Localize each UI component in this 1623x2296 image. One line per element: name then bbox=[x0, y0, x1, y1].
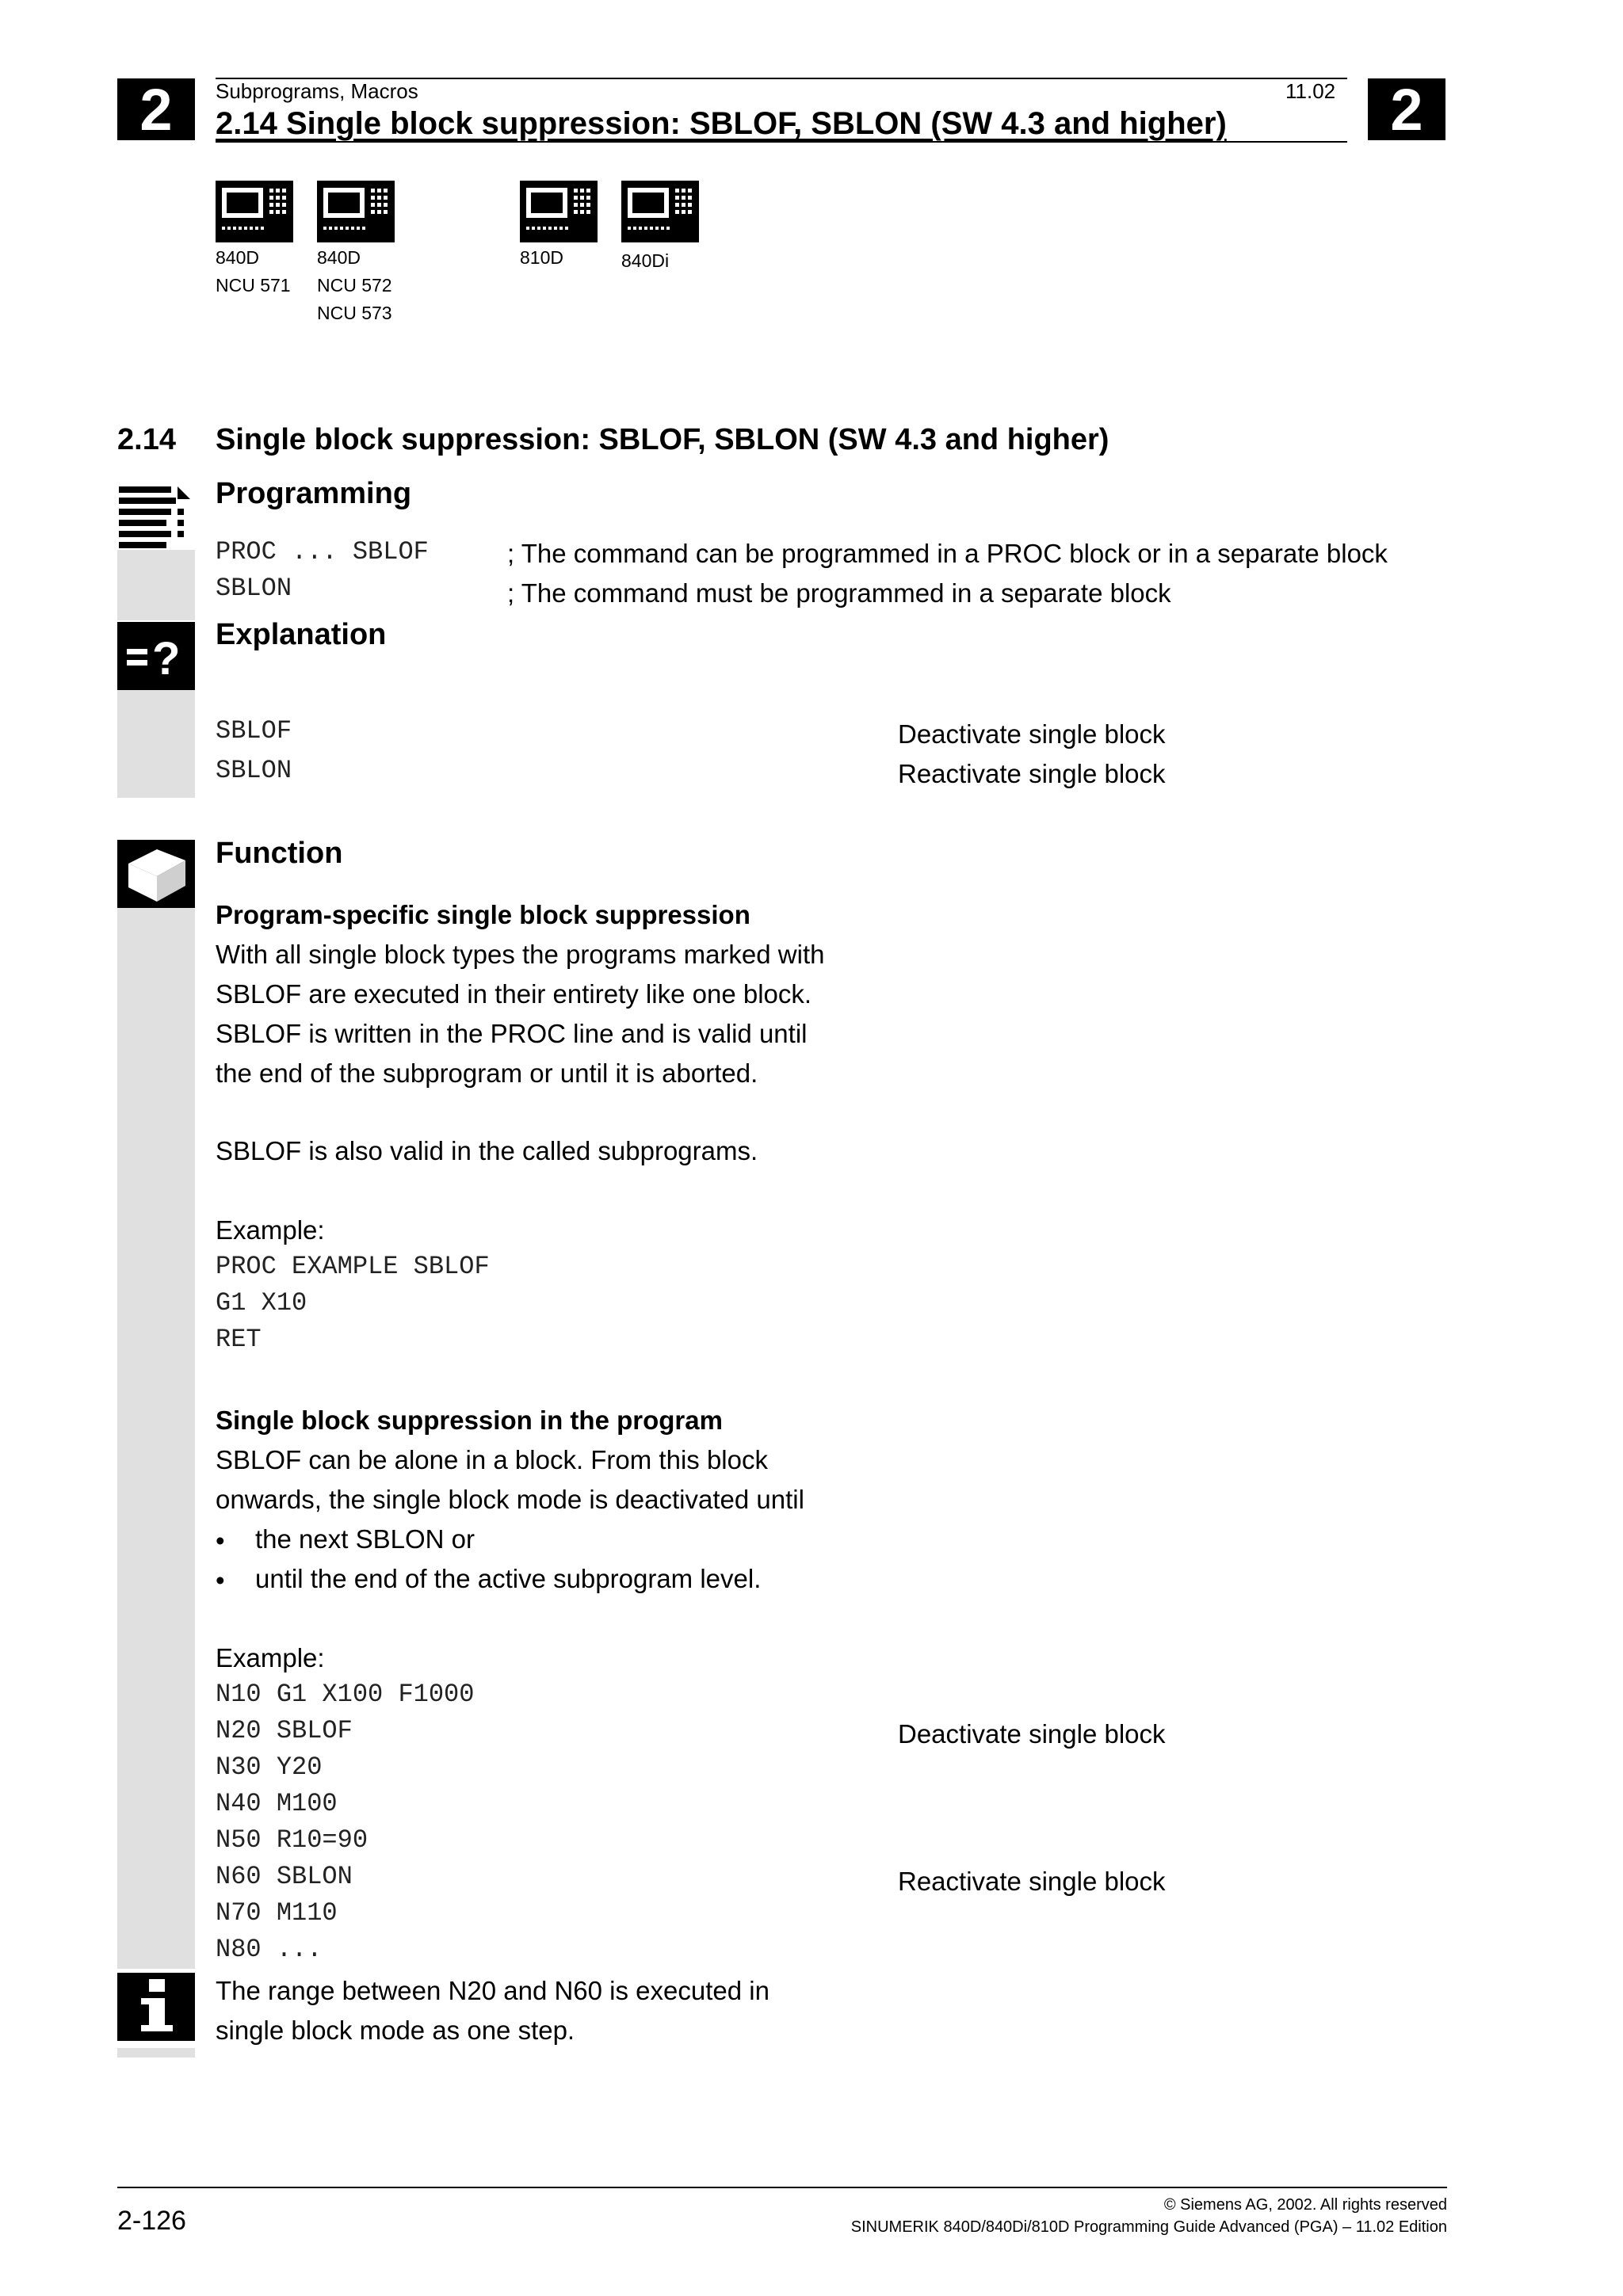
footer-rule bbox=[117, 2187, 1447, 2188]
function-paragraph: SBLOF can be alone in a block. From this block onwards, the single block mode is deactivated until bbox=[216, 1445, 804, 1514]
footer-copyright: © Siemens AG, 2002. All rights reserved bbox=[1163, 2196, 1447, 2214]
running-title: Subprograms, Macros bbox=[216, 79, 418, 103]
example-label: Example: bbox=[216, 1643, 325, 1672]
function-paragraph: SBLOF is also valid in the called subprograms. bbox=[216, 1136, 758, 1165]
note-text: The range between N20 and N60 is executed in single block mode as one step. bbox=[216, 1976, 769, 2045]
header-section-title: 2.14 Single block suppression: SBLOF, SBLON (SW 4.3 and higher) bbox=[216, 106, 1227, 141]
example-label: Example: bbox=[216, 1215, 325, 1245]
function-subheading: Program-specific single block suppression bbox=[216, 900, 750, 929]
example-comment: Reactivate single block bbox=[898, 1867, 1166, 1896]
programming-comment: ; The command can be programmed in a PROC block or in a separate block bbox=[507, 539, 1388, 568]
control-label: 840Di bbox=[621, 250, 670, 271]
control-label: 840D NCU 572 NCU 573 bbox=[317, 247, 392, 323]
control-panel-icon bbox=[621, 181, 699, 242]
section-title: Single block suppression: SBLOF, SBLON (SW 4.3 and higher) bbox=[216, 423, 1109, 456]
programming-comment: ; The command must be programmed in a separate block bbox=[507, 578, 1171, 608]
explanation-icon bbox=[117, 622, 195, 690]
function-heading: Function bbox=[216, 837, 343, 870]
programming-heading: Programming bbox=[216, 477, 412, 510]
control-panel-icon bbox=[216, 181, 293, 242]
function-paragraph: With all single block types the programs marked with SBLOF are executed in their entirety like one block. SBLOF is written in the PROC line and is valid until the end of the subprogram or until it is aborted. bbox=[216, 940, 825, 1088]
bullet-item: the next SBLON or bbox=[255, 1524, 475, 1554]
margin-bar bbox=[117, 2048, 195, 2058]
control-label: 810D bbox=[520, 247, 563, 268]
margin-bar bbox=[117, 840, 195, 1969]
explanation-code: SBLON bbox=[216, 756, 292, 785]
page-number: 2-126 bbox=[117, 2206, 186, 2236]
explanation-desc: Reactivate single block bbox=[898, 759, 1166, 788]
explanation-code: SBLOF bbox=[216, 716, 292, 746]
example-comment: Deactivate single block bbox=[898, 1719, 1166, 1749]
section-number: 2.14 bbox=[117, 423, 176, 456]
function-icon bbox=[117, 840, 195, 908]
explanation-heading: Explanation bbox=[216, 618, 387, 651]
control-panel-icon bbox=[317, 181, 395, 242]
bullet-icon: • bbox=[216, 1526, 225, 1555]
footer-doc-title: SINUMERIK 840D/840Di/810D Programming Guide Advanced (PGA) – 11.02 Edition bbox=[850, 2218, 1447, 2236]
header-underline bbox=[216, 141, 1347, 143]
example-code-block: PROC EXAMPLE SBLOF G1 X10 RET bbox=[216, 1252, 490, 1354]
programming-code-line: SBLON bbox=[216, 574, 292, 603]
control-label: 840D NCU 571 bbox=[216, 247, 291, 296]
bullet-item: until the end of the active subprogram level. bbox=[255, 1564, 762, 1593]
chapter-tab-left: 2 bbox=[117, 78, 195, 140]
programming-icon bbox=[117, 482, 195, 550]
header-rule bbox=[216, 78, 1347, 79]
chapter-tab-right: 2 bbox=[1368, 78, 1445, 140]
bullet-icon: • bbox=[216, 1566, 225, 1595]
edition-label: 11.02 bbox=[1285, 79, 1336, 103]
info-icon bbox=[117, 1973, 195, 2041]
function-subheading: Single block suppression in the program bbox=[216, 1405, 723, 1435]
programming-code-line: PROC ... SBLOF bbox=[216, 537, 429, 566]
explanation-desc: Deactivate single block bbox=[898, 719, 1166, 749]
example-code-block: N10 G1 X100 F1000 N20 SBLOF N30 Y20 N40 M100 N50 R10=90 N60 SBLON N70 M110 N80 ... bbox=[216, 1680, 475, 1964]
svg-text:?: ? bbox=[152, 633, 181, 685]
control-panel-icon bbox=[520, 181, 598, 242]
